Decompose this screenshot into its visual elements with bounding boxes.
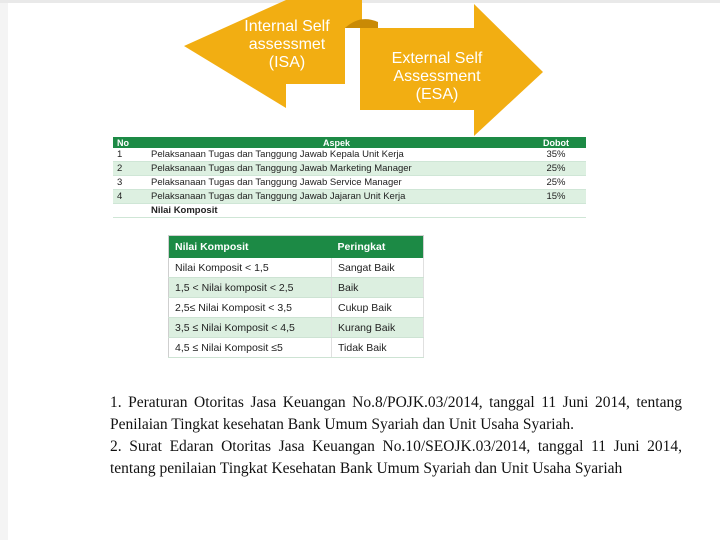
cell-nilai-komposit: Nilai Komposit <box>147 204 526 218</box>
column-header-aspek: Aspek <box>147 137 526 148</box>
cell-aspek: Pelaksanaan Tugas dan Tanggung Jawab Service Manager <box>147 176 526 190</box>
cell-nilai: 2,5≤ Nilai Komposit < 3,5 <box>169 298 332 318</box>
cell-nilai: 1,5 < Nilai komposit < 2,5 <box>169 278 332 298</box>
table-row <box>169 338 424 358</box>
cell-dobot: 25% <box>526 162 586 176</box>
cell-empty <box>113 204 147 218</box>
column-header-nilai: Nilai Komposit <box>169 236 332 259</box>
cell-nilai: Nilai Komposit < 1,5 <box>169 258 332 278</box>
cell-nilai: 3,5 ≤ Nilai Komposit < 4,5 <box>169 318 332 338</box>
note-item-2: 2. Surat Edaran Otoritas Jasa Keuangan No.10/SEOJK.03/2014, tanggal 11 Juni 2014, tentang penilaian Tingkat Kesehatan Bank Umum Syariah dan Unit Usaha Syariah <box>110 438 682 477</box>
aspek-weight-table <box>113 137 586 218</box>
regulation-notes <box>110 392 682 480</box>
cell-empty <box>526 204 586 218</box>
table-header-row <box>169 236 424 259</box>
cell-no: 1 <box>113 148 147 162</box>
cell-peringkat: Baik <box>332 278 424 298</box>
cell-dobot: 15% <box>526 190 586 204</box>
table-row <box>113 190 586 204</box>
cell-aspek: Pelaksanaan Tugas dan Tanggung Jawab Kepala Unit Kerja <box>147 148 526 162</box>
cell-peringkat: Cukup Baik <box>332 298 424 318</box>
cell-peringkat: Kurang Baik <box>332 318 424 338</box>
column-header-peringkat: Peringkat <box>332 236 424 259</box>
table-row <box>113 148 586 162</box>
table-header-row <box>113 137 586 148</box>
table-footer-row <box>113 204 586 218</box>
cell-peringkat: Tidak Baik <box>332 338 424 358</box>
cell-dobot: 25% <box>526 176 586 190</box>
isa-label-line: (ISA) <box>268 54 306 71</box>
table-row <box>169 258 424 278</box>
isa-label-line: Internal Self <box>244 18 330 35</box>
nilai-komposit-table <box>168 235 424 358</box>
cell-dobot: 35% <box>526 148 586 162</box>
table-row <box>113 162 586 176</box>
isa-label-line: assessmet <box>248 36 326 53</box>
cell-no: 2 <box>113 162 147 176</box>
note-item-1: 1. Peraturan Otoritas Jasa Keuangan No.8/POJK.03/2014, tanggal 11 Juni 2014, tentang Penilaian Tingkat kesehatan Bank Umum Syariah dan Unit Usaha Syariah. <box>110 394 682 433</box>
cell-peringkat: Sangat Baik <box>332 258 424 278</box>
table-row <box>169 298 424 318</box>
esa-label <box>378 50 496 104</box>
table-row <box>169 278 424 298</box>
table-row <box>169 318 424 338</box>
esa-label-line: Assessment <box>393 68 481 85</box>
isa-label <box>228 18 346 72</box>
cell-no: 3 <box>113 176 147 190</box>
cell-nilai: 4,5 ≤ Nilai Komposit ≤5 <box>169 338 332 358</box>
cell-aspek: Pelaksanaan Tugas dan Tanggung Jawab Jajaran Unit Kerja <box>147 190 526 204</box>
cell-aspek: Pelaksanaan Tugas dan Tanggung Jawab Marketing Manager <box>147 162 526 176</box>
column-header-dobot: Dobot <box>526 137 586 148</box>
table-row <box>113 176 586 190</box>
column-header-no: No <box>113 137 147 148</box>
esa-label-line: External Self <box>391 50 483 67</box>
esa-label-line: (ESA) <box>415 86 459 103</box>
cell-no: 4 <box>113 190 147 204</box>
